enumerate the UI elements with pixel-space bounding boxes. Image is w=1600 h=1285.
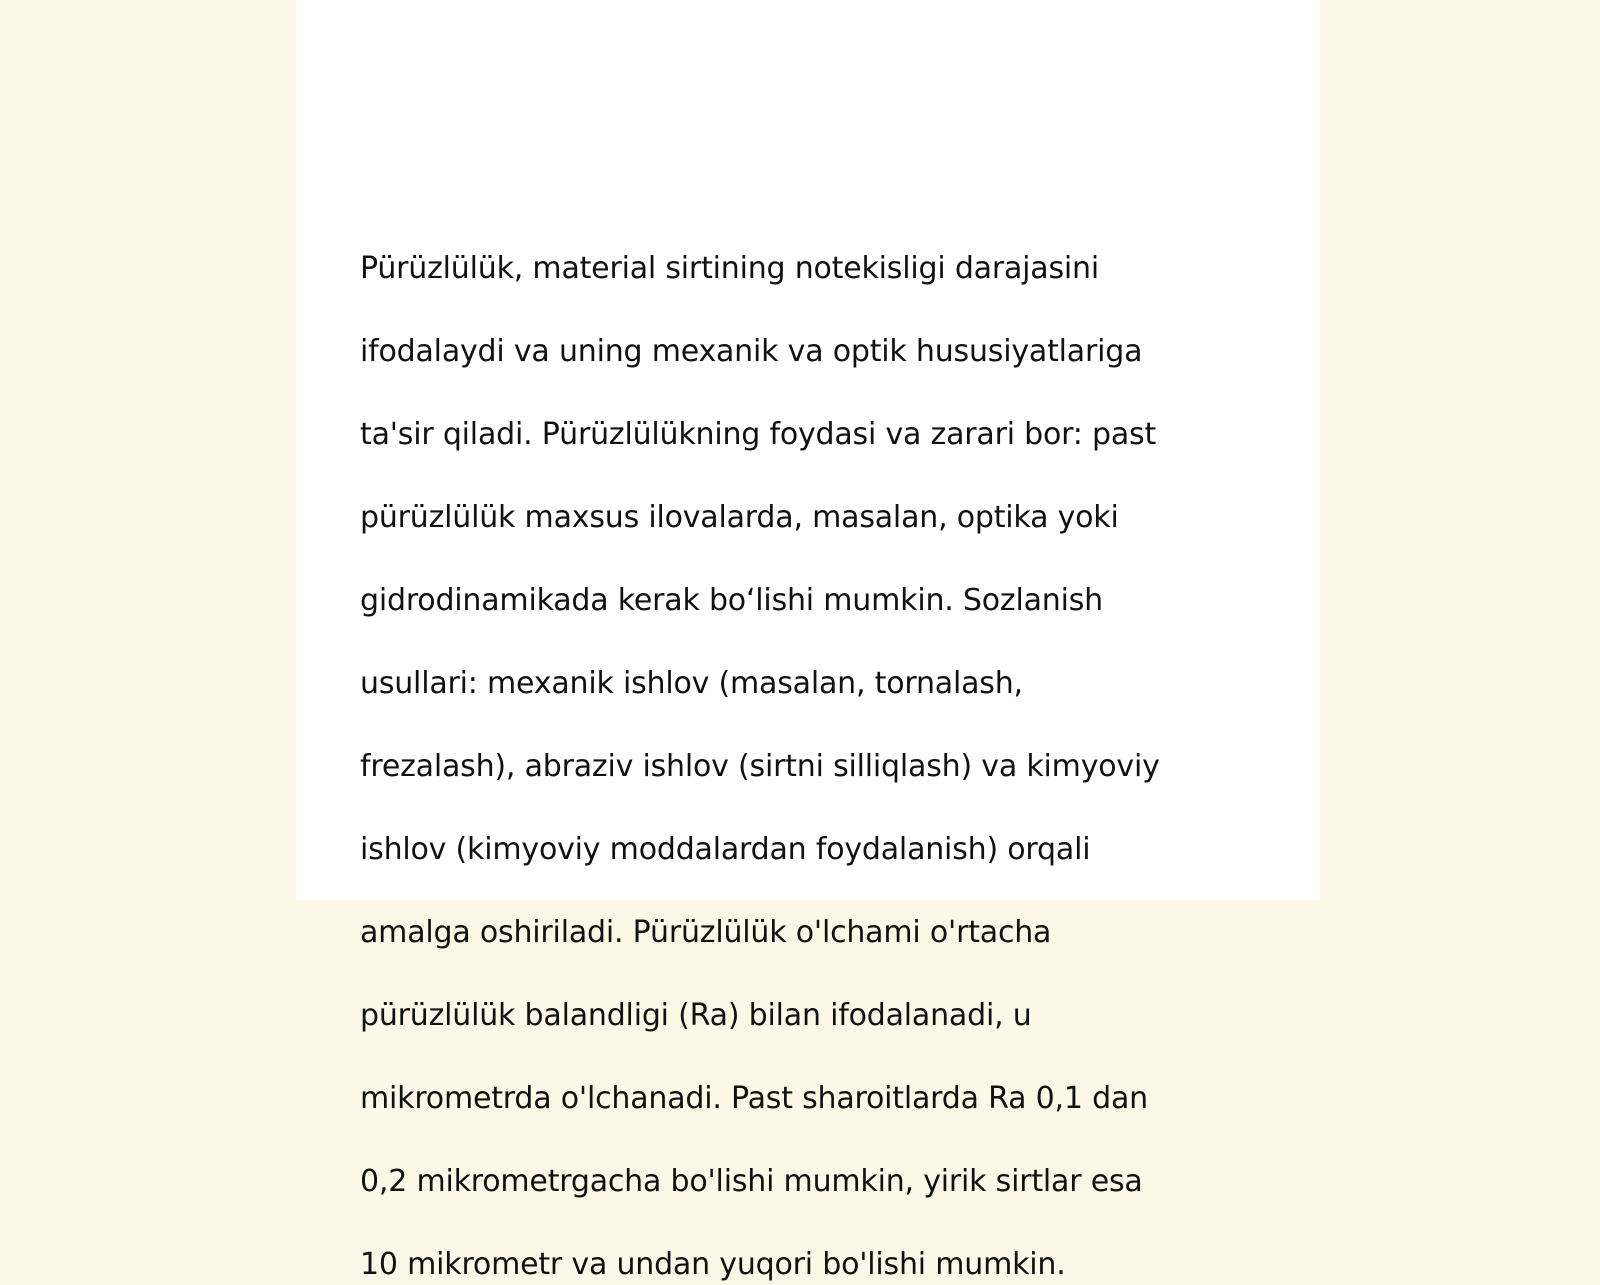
slide-body-text: [360, 206, 1240, 1285]
slide: [296, 0, 1320, 1282]
text-line: ifodalaydi va uning mexanik va optik hususiyatlariga: [360, 333, 1143, 369]
text-line: usullari: mexanik ishlov (masalan, tornalash,: [360, 665, 1023, 701]
text-line: pürüzlülük maxsus ilovalarda, masalan, optika yoki: [360, 499, 1119, 535]
text-line: mikrometrda o'lchanadi. Past sharoitlarda Ra 0,1 dan: [360, 1080, 1148, 1116]
text-line: ta'sir qiladi. Pürüzlülükning foydasi va zarari bor: past: [360, 416, 1157, 452]
text-line: 0,2 mikrometrgacha bo'lishi mumkin, yirik sirtlar esa: [360, 1163, 1143, 1199]
text-line: amalga oshiriladi. Pürüzlülük o'lchami o'rtacha: [360, 914, 1052, 950]
text-line: 10 mikrometr va undan yuqori bo'lishi mumkin.: [360, 1246, 1066, 1282]
text-line: ishlov (kimyoviy moddalardan foydalanish) orqali: [360, 831, 1091, 867]
text-line: Pürüzlülük, material sirtining notekisligi darajasini: [360, 250, 1099, 286]
text-line: frezalash), abraziv ishlov (sirtni silliqlash) va kimyoviy: [360, 748, 1160, 784]
text-line: pürüzlülük balandligi (Ra) bilan ifodalanadi, u: [360, 997, 1032, 1033]
text-line: gidrodinamikada kerak boʻlishi mumkin. Sozlanish: [360, 582, 1103, 618]
